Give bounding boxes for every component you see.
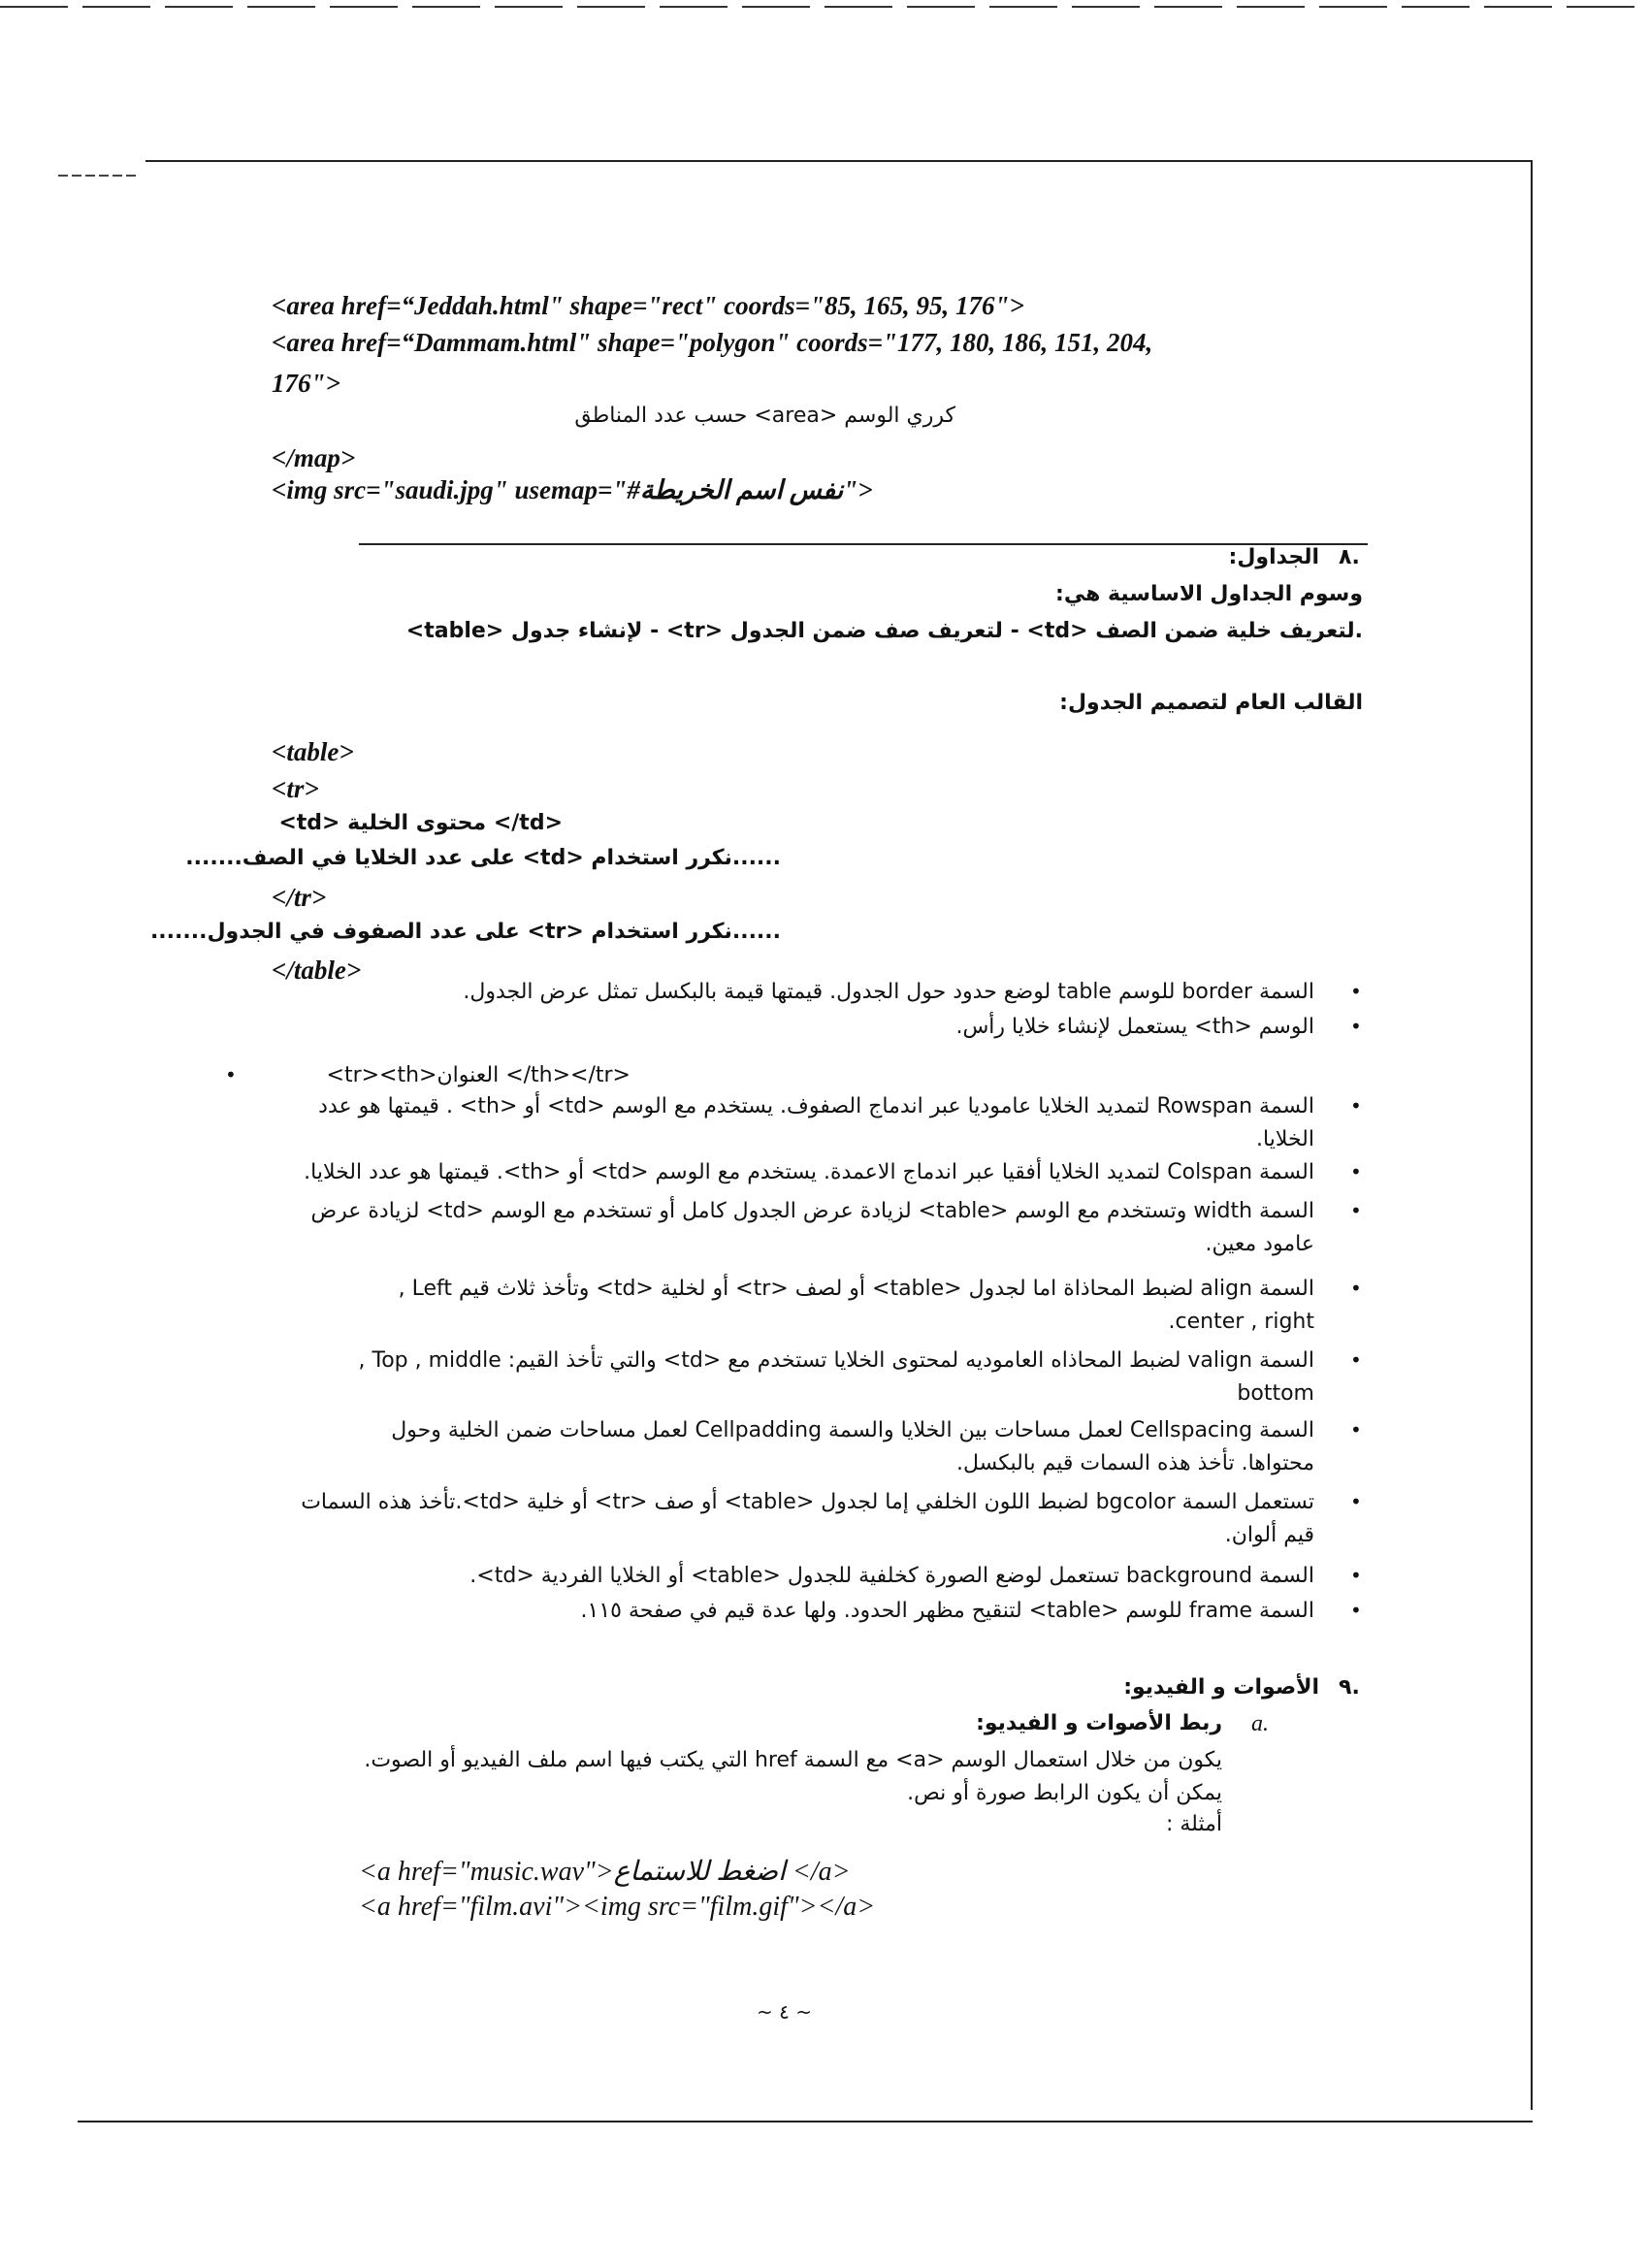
bullet-item: السمة background تستعمل لوضع الصورة كخلفية للجدول <table> أو الخلايا الفردية <td>.	[469, 1564, 1314, 1588]
bullet-item-continuation: عامود معين.	[1205, 1232, 1314, 1256]
section8-subtitle: وسوم الجداول الاساسية هي:	[1055, 582, 1363, 606]
section8-tags-line: <table> لإنشاء جدول - <tr> لتعريف صف ضمن الجدول - <td> لتعريف خلية ضمن الصف.	[405, 619, 1363, 643]
bullet-dot: •	[1350, 1094, 1362, 1118]
section9-paragraph-1: يكون من خلال استعمال الوسم <a> مع السمة href التي يكتب فيها اسم ملف الفيديو أو الصوت.	[364, 1748, 1222, 1772]
section9-paragraph-2: يمكن أن يكون الرابط صورة أو نص.	[907, 1781, 1222, 1805]
bullet-item-continuation: قيم ألوان.	[1224, 1523, 1314, 1547]
example-video-link: <a href="film.avi"><img src="film.gif"></a>	[359, 1892, 876, 1922]
subsection-a-marker: a.	[1251, 1711, 1269, 1736]
section-divider	[359, 543, 1368, 545]
code-area-dammam: <area href=“Dammam.html" shape="polygon" coords="177, 180, 186, 151, 204,	[272, 328, 1153, 357]
bullet-item: السمة border للوسم table لوضع حدود حول الجدول. قيمتها قيمة بالبكسل تمثل عرض الجدول.	[463, 980, 1314, 1004]
bullet-item: السمة valign لضبط المحاذاه العاموديه لمحتوى الخلايا تستخدم مع <td> والتي تأخذ القيم: Top , middle ,	[358, 1348, 1314, 1373]
bullet-dot: •	[1350, 1599, 1362, 1622]
template-td-line: <td> محتوى الخلية </td>	[278, 811, 563, 835]
bullet-item: <tr><th>العنوان </th></tr>	[326, 1063, 630, 1087]
left-dash	[58, 175, 136, 177]
section9-number: ٩.	[1339, 1675, 1360, 1700]
bullet-dot: •	[1350, 1015, 1362, 1038]
bullet-item: الوسم <th> يستعمل لإنشاء خلايا رأس.	[955, 1015, 1314, 1039]
bullet-item-continuation: محتواها. تأخذ هذه السمات قيم بالبكسل.	[956, 1451, 1314, 1475]
bullet-dot: •	[225, 1063, 237, 1086]
section9-title: الأصوات و الفيديو:	[1123, 1675, 1319, 1700]
template-title: القالب العام لتصميم الجدول:	[1059, 691, 1363, 715]
template-table-open: <table>	[272, 737, 354, 766]
bullet-dot: •	[1350, 1564, 1362, 1587]
bullet-dot: •	[1350, 1418, 1362, 1442]
bullet-item: السمة Cellspacing لعمل مساحات بين الخلايا والسمة Cellpadding لعمل مساحات ضمن الخلية وحول	[391, 1418, 1314, 1442]
example-audio-link: <a href="music.wav">اضغط للاستماع </a>	[359, 1857, 851, 1887]
subsection-a-title: ربط الأصوات و الفيديو:	[976, 1711, 1222, 1735]
code-area-jeddah: <area href=“Jeddah.html" shape="rect" coords="85, 165, 95, 176">	[272, 291, 1024, 320]
bullet-item: السمة Rowspan لتمديد الخلايا عاموديا عبر اندماج الصفوف. يستخدم مع الوسم <td> أو <th> . قيمتها هو عدد	[318, 1094, 1314, 1118]
frame-top	[146, 160, 1533, 162]
examples-label: أمثلة :	[1165, 1812, 1222, 1836]
bullet-dot: •	[1350, 1160, 1362, 1183]
bullet-item: السمة Colspan لتمديد الخلايا أفقيا عبر اندماج الاعمدة. يستخدم مع الوسم <td> أو <th>. قيمتها هو عدد الخلايا.	[304, 1160, 1314, 1184]
code-img-usemap: <img src="saudi.jpg" usemap="#نفس اسم الخريطة">	[272, 475, 873, 504]
template-tr-open: <tr>	[272, 774, 319, 803]
code-area-dammam-cont: 176">	[272, 369, 340, 398]
frame-bottom	[78, 2121, 1533, 2122]
top-scan-line	[0, 6, 1649, 8]
template-table-close: </table>	[272, 956, 362, 985]
bullet-item: السمة align لضبط المحاذاة اما لجدول <table> أو لصف <tr> أو لخلية <td> وتأخذ ثلاث قيم Left ,	[398, 1277, 1314, 1301]
bullet-dot: •	[1350, 1277, 1362, 1300]
bullet-dot: •	[1350, 1490, 1362, 1513]
template-tr-close: </tr>	[272, 883, 327, 912]
bullet-item-continuation: الخلايا.	[1256, 1127, 1314, 1151]
bullet-item: تستعمل السمة bgcolor لضبط اللون الخلفي إما لجدول <table> أو صف <tr> أو خلية <td>.تأخذ هذه السمات	[301, 1490, 1314, 1514]
bullet-dot: •	[1350, 1348, 1362, 1372]
code-map-close: </map>	[272, 443, 356, 472]
bullet-dot: •	[1350, 1199, 1362, 1222]
bullet-dot: •	[1350, 980, 1362, 1003]
bullet-item: السمة frame للوسم <table> لتنقيح مظهر الحدود. ولها عدة قيم في صفحة ١١٥.	[580, 1599, 1314, 1623]
section8-number: ٨.	[1339, 545, 1360, 569]
template-repeat-tr: ......نكرر استخدام <tr> على عدد الصفوف في الجدول.......	[149, 920, 781, 944]
bullet-item: السمة width وتستخدم مع الوسم <table> لزيادة عرض الجدول كامل أو تستخدم مع الوسم <td> لزيادة عرض	[310, 1199, 1314, 1223]
repeat-area-note: كرري الوسم <area> حسب عدد المناطق	[574, 404, 955, 428]
template-repeat-td: ......نكرر استخدام <td> على عدد الخلايا في الصف.......	[185, 846, 781, 870]
bullet-item-continuation: .center , right	[1168, 1310, 1314, 1334]
page-number: ~ ٤ ~	[757, 2000, 812, 2024]
section8-title: الجداول:	[1228, 545, 1319, 569]
bullet-item-continuation: bottom	[1237, 1381, 1314, 1406]
frame-right	[1531, 160, 1533, 2110]
